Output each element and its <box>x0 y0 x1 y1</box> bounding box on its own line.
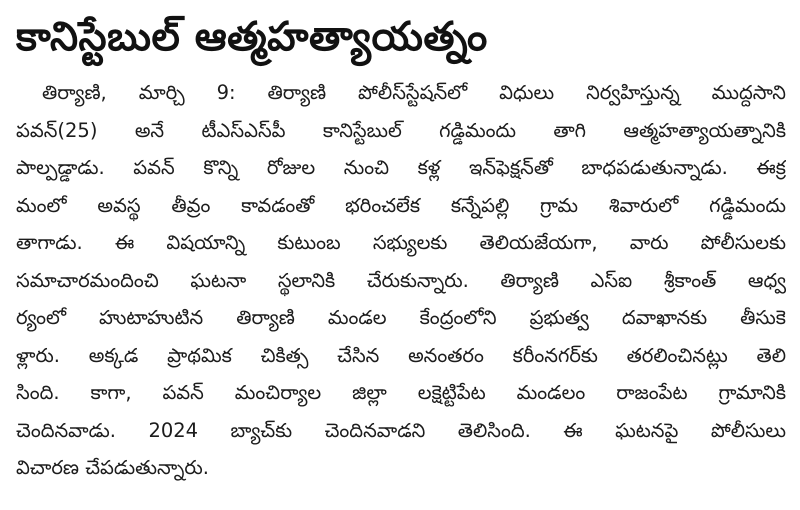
article-line: ళ్లారు. అక్కడ ప్రాథమిక చికిత్స చేసిన అనంతరం కరీంనగర్‌కు తరలించినట్లు తెలి <box>16 343 786 367</box>
article-line: చెందినవాడు. 2024 బ్యాచ్‌కు చెందినవాడని తెలిసింది. ఈ ఘటనపై పోలీసులు <box>16 418 786 442</box>
article-body <box>16 74 786 487</box>
article-line: విచారణ చేపడుతున్నారు. <box>16 456 209 479</box>
article-line: ర్యంలో హుటాహుటిన తిర్యాణి మండల కేంద్రంలోని ప్రభుత్వ దవాఖానకు తీసుకె <box>16 306 786 329</box>
article-line: సింది. కాగా, పవన్ మంచిర్యాల జిల్లా లక్షెట్టిపేట మండలం రాజంపేట గ్రామానికి <box>16 381 786 404</box>
article-line: తిర్యాణి, మార్చి 9: తిర్యాణి పోలీస్‌స్టేషన్‌లో విధులు నిర్వహిస్తున్న ముద్దసాని <box>42 81 786 104</box>
article-line: పాల్పడ్డాడు. పవన్ కొన్ని రోజుల నుంచి కళ్ల ఇన్‌ఫెక్షన్‌తో బాధపడుతున్నాడు. ఈక్ర <box>16 156 786 179</box>
article-line: తాగాడు. ఈ విషయాన్ని కుటుంబ సభ్యులకు తెలియజేయగా, వారు పోలీసులకు <box>16 231 786 254</box>
article-line: పవన్(25) అనే టీఎస్ఎస్‌పీ కానిస్టేబుల్ గడ్డిమందు తాగి ఆత్మహత్యాయత్నానికి <box>16 118 786 142</box>
article-line: సమాచారమందించి ఘటనా స్థలానికి చేరుకున్నారు. తిర్యాణి ఎస్ఐ శ్రీకాంత్ ఆధ్వ <box>16 268 786 292</box>
headline: కానిస్టేబుల్ ఆత్మహత్యాయత్నం <box>16 14 488 60</box>
article-line: మంలో అవస్థ తీవ్రం కావడంతో భరించలేక కన్నేపల్లి గ్రామ శివారులో గడ్డిమందు <box>16 193 786 217</box>
